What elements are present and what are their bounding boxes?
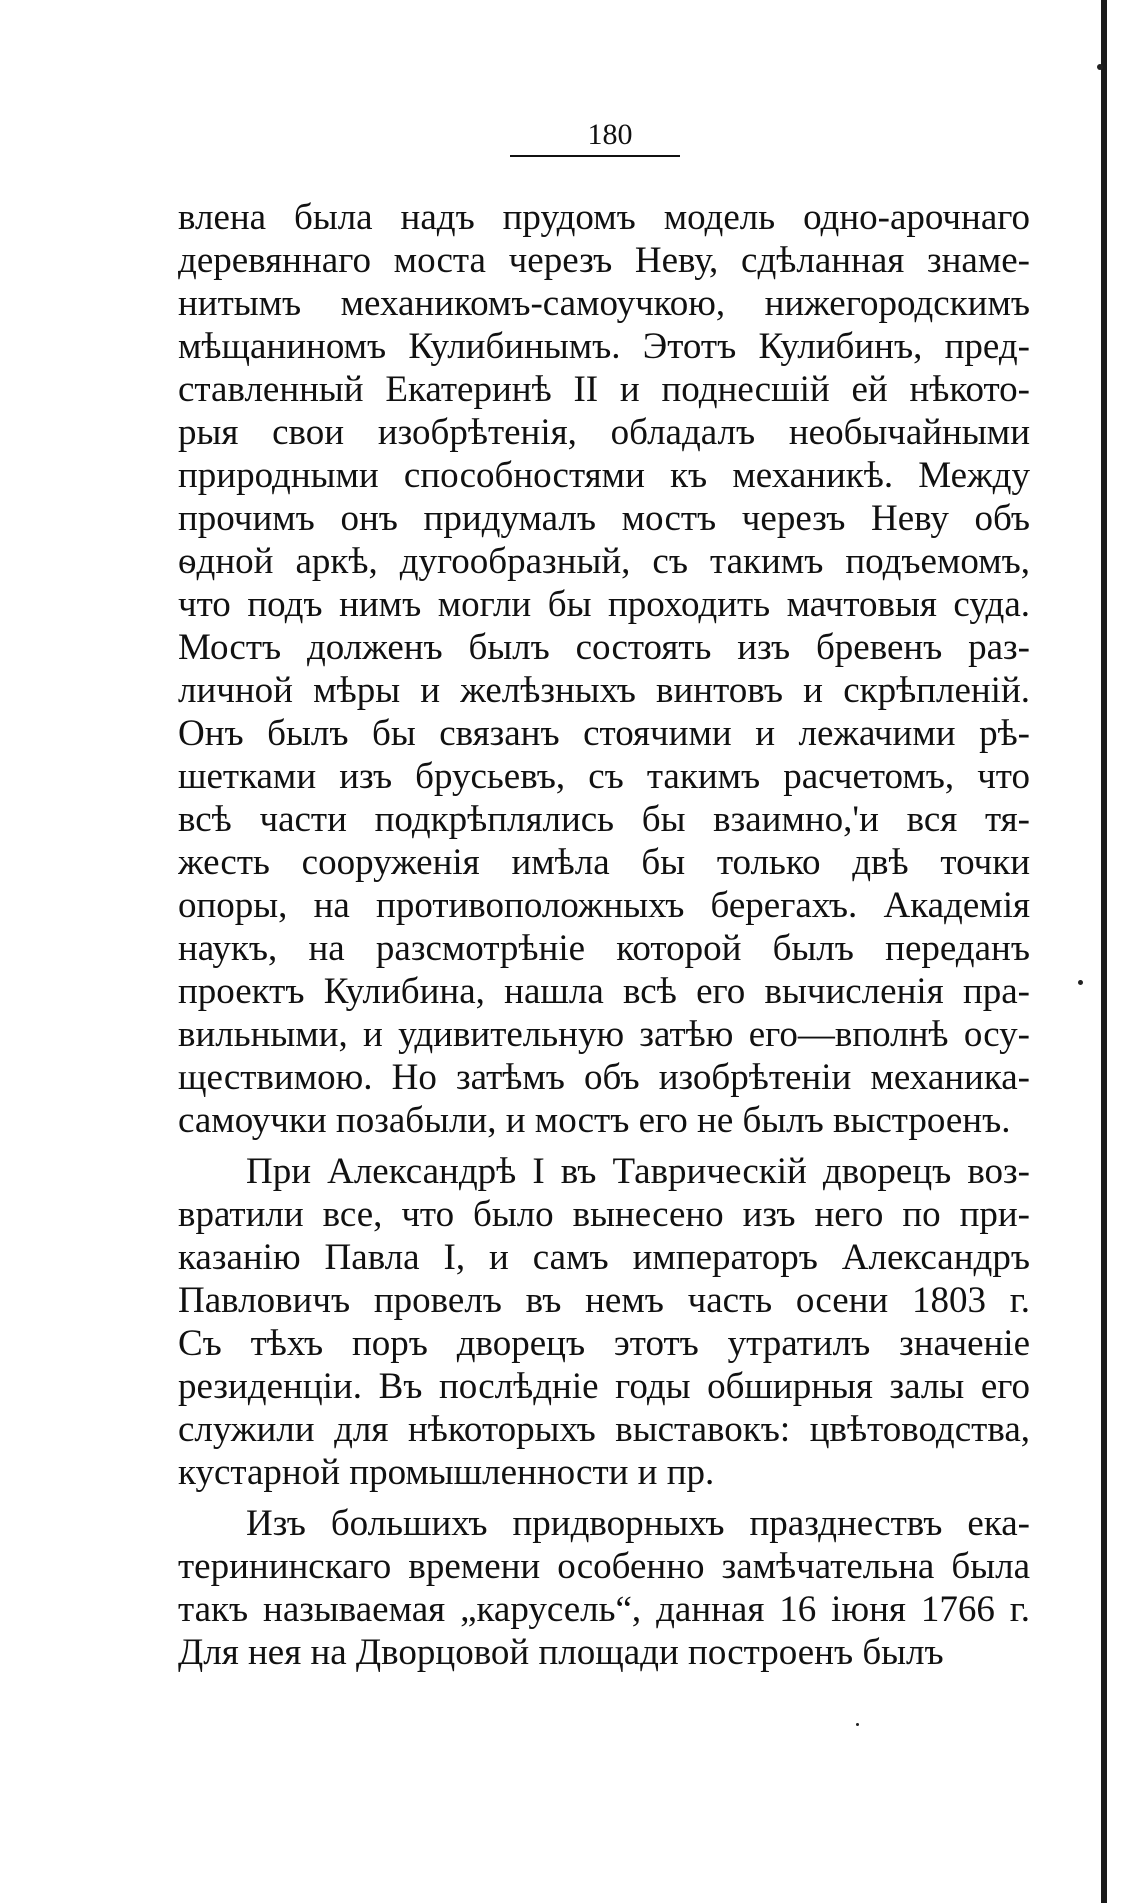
text-line: прочимъ онъ придумалъ мостъ черезъ Неву объ: [178, 498, 1030, 539]
text-line: такъ называемая „карусель“, данная 16 іюня 1766 г.: [178, 1589, 1030, 1630]
text-line: наукъ, на разсмотрѣніе которой былъ переданъ: [178, 928, 1030, 969]
text-line: всѣ части подкрѣплялись бы взаимно,'и вся тя-: [178, 799, 1030, 840]
text-line: При Александрѣ I въ Таврическій дворецъ воз-: [246, 1151, 1030, 1192]
text-line: что подъ нимъ могли бы проходить мачтовыя суда.: [178, 584, 1030, 625]
paragraph: [178, 1502, 1030, 1674]
text-line: влена была надъ прудомъ модель одно-арочнаго: [178, 197, 1030, 238]
text-line: Съ тѣхъ поръ дворецъ этотъ утратилъ значеніе: [178, 1323, 1030, 1364]
text-line: резиденціи. Въ послѣдніе годы обширныя залы его: [178, 1366, 1030, 1407]
text-line: природными способностями къ механикѣ. Между: [178, 455, 1030, 496]
text-line: шетками изъ брусьевъ, съ такимъ расчетомъ, что: [178, 756, 1030, 797]
text-line: проектъ Кулибина, нашла всѣ его вычисленія пра-: [178, 971, 1030, 1012]
ink-speck: [1078, 980, 1083, 985]
text-line: Мостъ долженъ былъ состоять изъ бревенъ раз-: [178, 627, 1030, 668]
text-line: вильными, и удивительную затѣю его—вполнѣ осу-: [178, 1014, 1030, 1055]
text-line: служили для нѣкоторыхъ выставокъ: цвѣтоводства,: [178, 1409, 1030, 1450]
text-line: ставленный Екатеринѣ II и поднесшій ей нѣкото-: [178, 369, 1030, 410]
text-line: жесть сооруженія имѣла бы только двѣ точки: [178, 842, 1030, 883]
text-line: Для нея на Дворцовой площади построенъ былъ: [178, 1632, 944, 1673]
text-line: Онъ былъ бы связанъ стоячими и лежачими рѣ-: [178, 713, 1030, 754]
text-line: ществимою. Но затѣмъ объ изобрѣтеніи механика-: [178, 1057, 1030, 1098]
text-line: вратили все, что было вынесено изъ него по при-: [178, 1194, 1030, 1235]
text-line: самоучки позабыли, и мостъ его не былъ выстроенъ.: [178, 1100, 1011, 1141]
page-number: 180: [587, 118, 633, 151]
text-line: личной мѣры и желѣзныхъ винтовъ и скрѣпленій.: [178, 670, 1030, 711]
paragraph-gap: [178, 1494, 1030, 1502]
body-text: [178, 196, 1030, 1674]
page-edge-rule: [1101, 0, 1107, 1903]
text-line: Изъ большихъ придворныхъ празднествъ ека-: [246, 1503, 1030, 1544]
paragraph: [178, 1150, 1030, 1494]
text-line: казанію Павла I, и самъ императоръ Александръ: [178, 1237, 1030, 1278]
paragraph-gap: [178, 1142, 1030, 1150]
text-line: нитымъ механикомъ-самоучкою, нижегородскимъ: [178, 283, 1030, 324]
text-line: Павловичъ провелъ въ немъ часть осени 1803 г.: [178, 1280, 1030, 1321]
paragraph: [178, 196, 1030, 1142]
text-line: деревяннаго моста черезъ Неву, сдѣланная знаме-: [178, 240, 1030, 281]
text-line: опоры, на противоположныхъ берегахъ. Академія: [178, 885, 1030, 926]
text-line: рыя свои изобрѣтенія, обладалъ необычайными: [178, 412, 1030, 453]
text-line: мѣщаниномъ Кулибинымъ. Этотъ Кулибинъ, пред-: [178, 326, 1030, 367]
ink-speck: [1097, 64, 1103, 70]
header-rule: [510, 155, 680, 157]
ink-speck: [856, 1723, 859, 1726]
text-line: ѳдной аркѣ, дугообразный, съ такимъ подъемомъ,: [178, 541, 1030, 582]
text-line: кустарной промышленности и пр.: [178, 1452, 715, 1493]
text-line: терининскаго времени особенно замѣчательна была: [178, 1546, 1030, 1587]
